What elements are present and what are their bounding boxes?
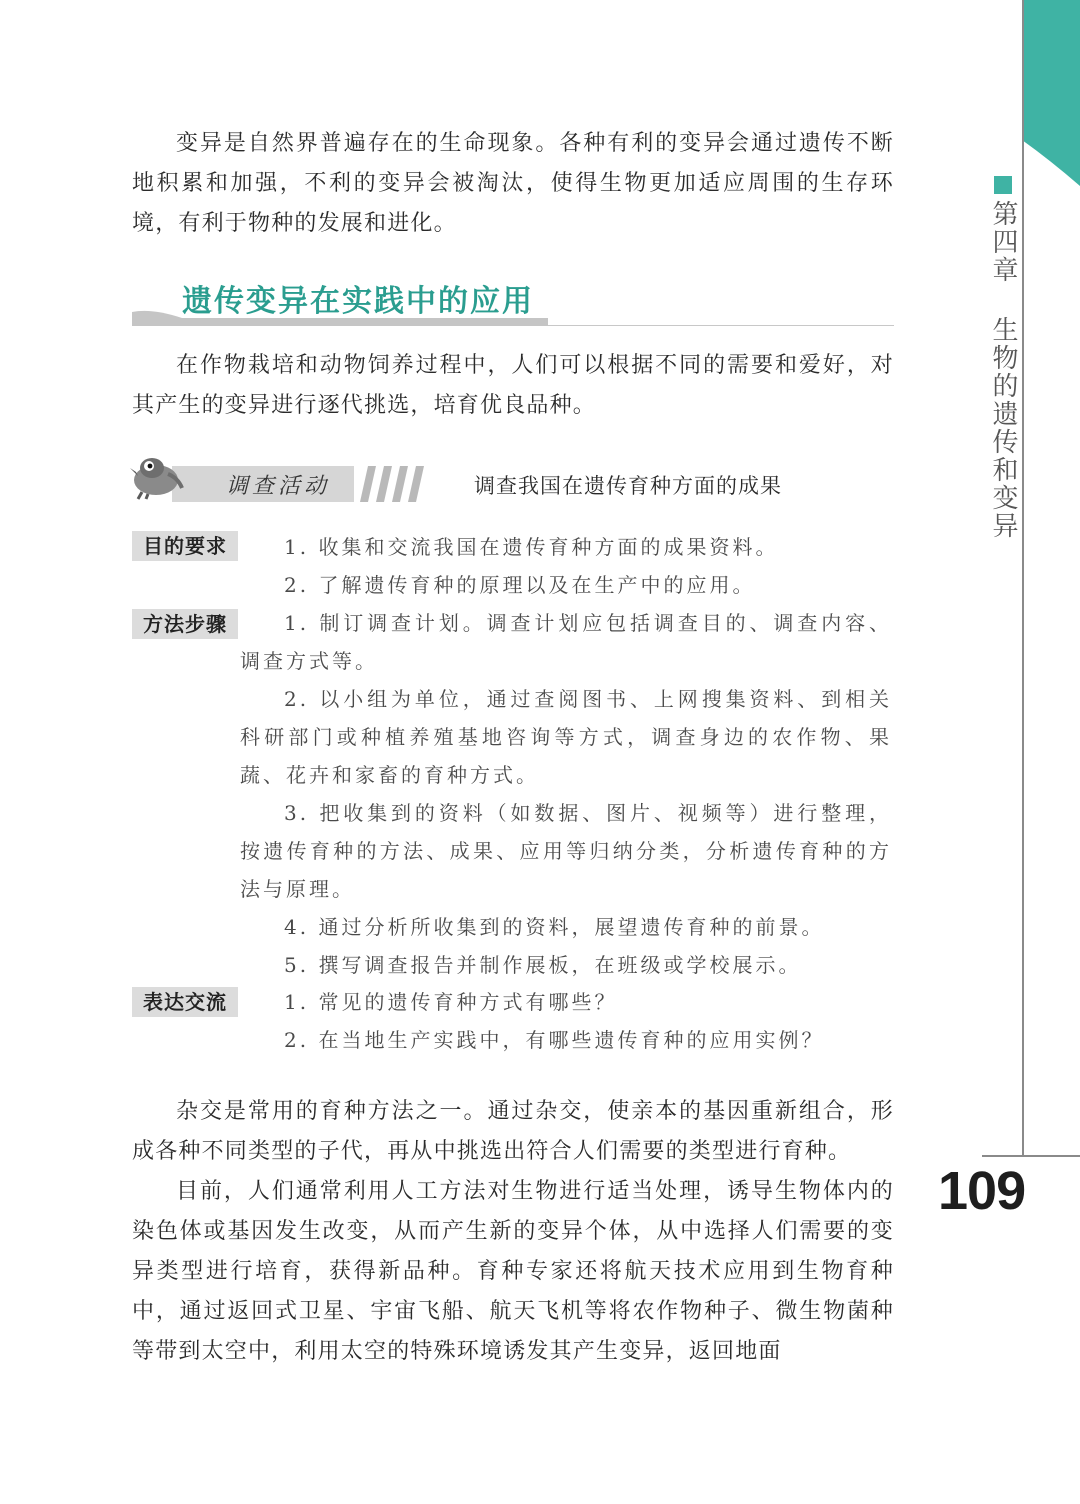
method-item-4: 4. 通过分析所收集到的资料，展望遗传育种的前景。 [284, 915, 825, 939]
side-rule [1022, 0, 1024, 1156]
method-item-3: 3. 把收集到的资料（如数据、图片、视频等）进行整理，按遗传育种的方法、成果、应用等归纳分类，分析遗传育种的方法与原理。 [240, 801, 892, 901]
section-wedge [132, 306, 184, 326]
activity-title: 调查我国在遗传育种方面的成果 [474, 474, 782, 498]
expression-item-1: 1. 常见的遗传育种方式有哪些？ [284, 990, 618, 1014]
tag-method: 方法步骤 [132, 609, 238, 639]
chapter-marker [994, 176, 1012, 194]
activity-label: 调查活动 [226, 474, 331, 499]
method-item-5: 5. 撰写调查报告并制作展板，在班级或学校展示。 [284, 953, 802, 977]
tag-expression: 表达交流 [132, 987, 238, 1017]
method-item-1: 1. 制订调查计划。调查计划应包括调查目的、调查内容、调查方式等。 [240, 611, 892, 673]
expression-item-2: 2. 在当地生产实践中，有哪些遗传育种的应用实例？ [284, 1028, 825, 1052]
method-item-2: 2. 以小组为单位，通过查阅图书、上网搜集资料、到相关科研部门或种植养殖基地咨询等方式，调查身边的农作物、果蔬、花卉和家畜的育种方式。 [240, 687, 892, 787]
side-band-decoration [1020, 0, 1080, 190]
chapter-title: 第四章 生物的遗传和变异 [988, 200, 1018, 540]
stripe-decoration [354, 466, 430, 502]
mascot-icon [128, 454, 184, 500]
intro-paragraph: 变异是自然界普遍存在的生命现象。各种有利的变异会通过遗传不断地积累和加强，不利的变异会被淘汰，使得生物更加适应周围的生存环境，有利于物种的发展和进化。 [132, 131, 894, 236]
purpose-item-2: 2. 了解遗传育种的原理以及在生产中的应用。 [284, 573, 756, 597]
hybrid-paragraph: 杂交是常用的育种方法之一。通过杂交，使亲本的基因重新组合，形成各种不同类型的子代，再从中挑选出符合人们需要的类型进行育种。 [132, 1099, 894, 1164]
section-paragraph: 在作物栽培和动物饲养过程中，人们可以根据不同的需要和爱好，对其产生的变异进行逐代挑选，培育优良品种。 [132, 353, 894, 418]
purpose-item-1: 1. 收集和交流我国在遗传育种方面的成果资料。 [284, 535, 779, 559]
section-title: 遗传变异在实践中的应用 [182, 284, 534, 319]
mutation-paragraph: 目前，人们通常利用人工方法对生物进行适当处理，诱导生物体内的染色体或基因发生改变，从而产生新的变异个体，从中选择人们需要的变异类型进行培育，获得新品种。育种专家还将航天技术应用到生物育种中，通过返回式卫星、宇宙飞船、航天飞机等将农作物种子、微生物菌种等带到太空中，利用太空的特殊环境诱发其产生变异，返回地面 [132, 1179, 894, 1364]
tag-purpose: 目的要求 [132, 531, 238, 561]
page-number-rule [982, 1155, 1080, 1157]
page-number: 109 [938, 1161, 1026, 1221]
